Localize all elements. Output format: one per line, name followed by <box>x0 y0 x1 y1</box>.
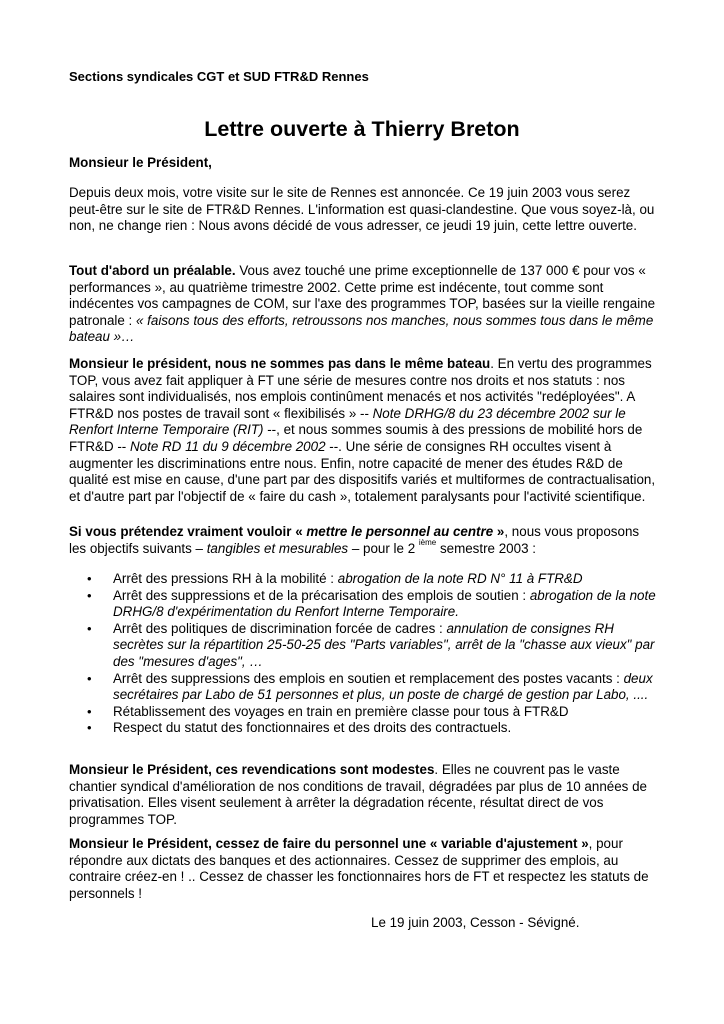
paragraph-variable <box>69 836 659 902</box>
prime-quote: « faisons tous des efforts, retroussons nos manches, nous sommes tous dans le même bateau »… <box>69 312 654 345</box>
paragraph-objectifs <box>69 524 659 557</box>
variable-text: , pour répondre aux dictats des banques et des actionnaires. Cessez de supprimer des emplois, au contraire créez-en ! .. Cessez de chasser les fonctionnaires hors de FT et respectez les statuts de personnels ! <box>69 836 649 901</box>
union-header: Sections syndicales CGT et SUD FTR&D Rennes <box>69 69 369 84</box>
prime-lead: Tout d'abord un préalable. <box>69 263 236 278</box>
demand-italic: deux secrétaires par Labo de 51 personnes et plus, un poste de chargé de gestion par Labo, .... <box>113 670 653 703</box>
prime-text: Vous avez touché une prime exceptionnelle de 137 000 € pour vos « performances », au quatrième trimestre 2002. Cette prime est indécente, tout comme sont indécentes vos campagnes de COM, sur l'axe des programmes TOP, basées sur la vieille rengaine patronale : <box>69 263 656 328</box>
objectifs-text-1: , nous vous proposons les objectifs suivants – <box>69 524 640 556</box>
bullet-icon: • <box>87 703 92 719</box>
demand-italic: annulation de consignes RH secrètes sur la répartition 25-50-25 des "Parts variables", arrêt de la "chasse aux vieux" par des "mesures d'ages", … <box>113 620 655 669</box>
bullet-icon: • <box>87 670 92 686</box>
note-rd-ref: Note RD 11 du 9 décembre 2002 <box>130 438 326 454</box>
ordinal-superscript: ième <box>418 538 437 548</box>
demand-item <box>69 720 658 737</box>
bateau-text-3: --. Une série de consignes RH occultes visent à augmenter les discriminations entre nous. Enfin, notre capacité de mener des études R&D de qualité est mise en cause, d'une part par des dispositifs variés et multiformes de contractualisation, et d'autre part par l'objectif de « faire du cash », totalement paralysants pour l'activité scientifique. <box>69 438 656 504</box>
paragraph-modestes <box>69 762 659 828</box>
note-drhg-ref: Note DRHG/8 du 23 décembre 2002 sur le Renfort Interne Temporaire (RIT) <box>69 405 626 438</box>
demand-text: Arrêt des suppressions et de la précarisation des emplois de soutien : <box>113 587 530 603</box>
demand-text: Rétablissement des voyages en train en première classe pour tous à FTR&D <box>113 703 569 719</box>
demand-text: Arrêt des politiques de discrimination forcée de cadres : <box>113 620 447 636</box>
modestes-lead: Monsieur le Président, ces revendications sont modestes <box>69 762 435 777</box>
bateau-text-1: . En vertu des programmes TOP, vous avez fait appliquer à FT une série de mesures contre nos droits et nos statuts : nos salaires sont individualisés, nos emplois continûment menacés et nos activités "redéployées". A FTR&D nos postes de travail sont « flexibilisés » -- <box>69 356 652 421</box>
bullet-icon: • <box>87 620 92 636</box>
objectifs-text-2: – pour le 2 <box>348 540 419 556</box>
demand-item <box>69 571 658 588</box>
objectifs-text-3: semestre 2003 : <box>436 540 536 556</box>
variable-lead: Monsieur le Président, cessez de faire du personnel une « variable d'ajustement » <box>69 836 589 851</box>
objectifs-lead-1: Si vous prétendez vraiment vouloir « <box>69 524 307 539</box>
objectifs-lead-quote: mettre le personnel au centre <box>306 524 494 539</box>
demand-text: Arrêt des pressions RH à la mobilité : <box>113 571 338 586</box>
bateau-lead: Monsieur le président, nous ne sommes pas dans le même bateau <box>69 356 491 371</box>
demands-list <box>69 571 689 737</box>
bullet-icon: • <box>87 720 92 736</box>
demand-italic: abrogation de la note RD N° 11 à FTR&D <box>337 571 583 586</box>
signature-date-place: Le 19 juin 2003, Cesson - Sévigné. <box>371 915 580 930</box>
paragraph-intro <box>69 185 659 235</box>
bullet-icon: • <box>87 587 92 603</box>
demands-list-wrapper <box>69 571 689 737</box>
demand-item <box>69 704 658 721</box>
paragraph-bateau <box>69 356 659 505</box>
intro-text: Depuis deux mois, votre visite sur le site de Rennes est annoncée. Ce 19 juin 2003 vous serez peut-être sur le site de FTR&D Rennes. L'information est quasi-clandestine. Que vous soyez-là, ou non, ne change rien : Nous avons décidé de vous adresser, ce jeudi 19 juin, cette lettre ouverte. <box>69 185 655 234</box>
demand-text: Arrêt des suppressions des emplois en soutien et remplacement des postes vacants : <box>113 670 624 686</box>
demand-item <box>69 588 658 621</box>
demand-item <box>69 671 658 704</box>
demand-text: Respect du statut des fonctionnaires et des droits des contractuels. <box>113 720 512 736</box>
paragraph-prime <box>69 263 659 346</box>
objectifs-lead-2: » <box>493 524 505 539</box>
letter-title: Lettre ouverte à Thierry Breton <box>204 117 520 141</box>
bullet-icon: • <box>87 571 92 586</box>
demand-item <box>69 621 658 671</box>
objectifs-italic: tangibles et mesurables <box>206 540 349 556</box>
bateau-text-2: --, et nous sommes soumis à des pressions de mobilité hors de FTR&D -- <box>69 422 643 454</box>
demand-italic: abrogation de la note DRHG/8 d'expérimentation du Renfort Interne Temporaire. <box>113 587 656 620</box>
salutation: Monsieur le Président, <box>69 155 212 170</box>
modestes-text: . Elles ne couvrent pas le vaste chantier syndical d'amélioration de nos conditions de travail, dégradées par plus de 10 années de privatisation. Elles visent seulement à arrêter la dégradation récente, résultat direct de vos programmes TOP. <box>69 762 647 827</box>
